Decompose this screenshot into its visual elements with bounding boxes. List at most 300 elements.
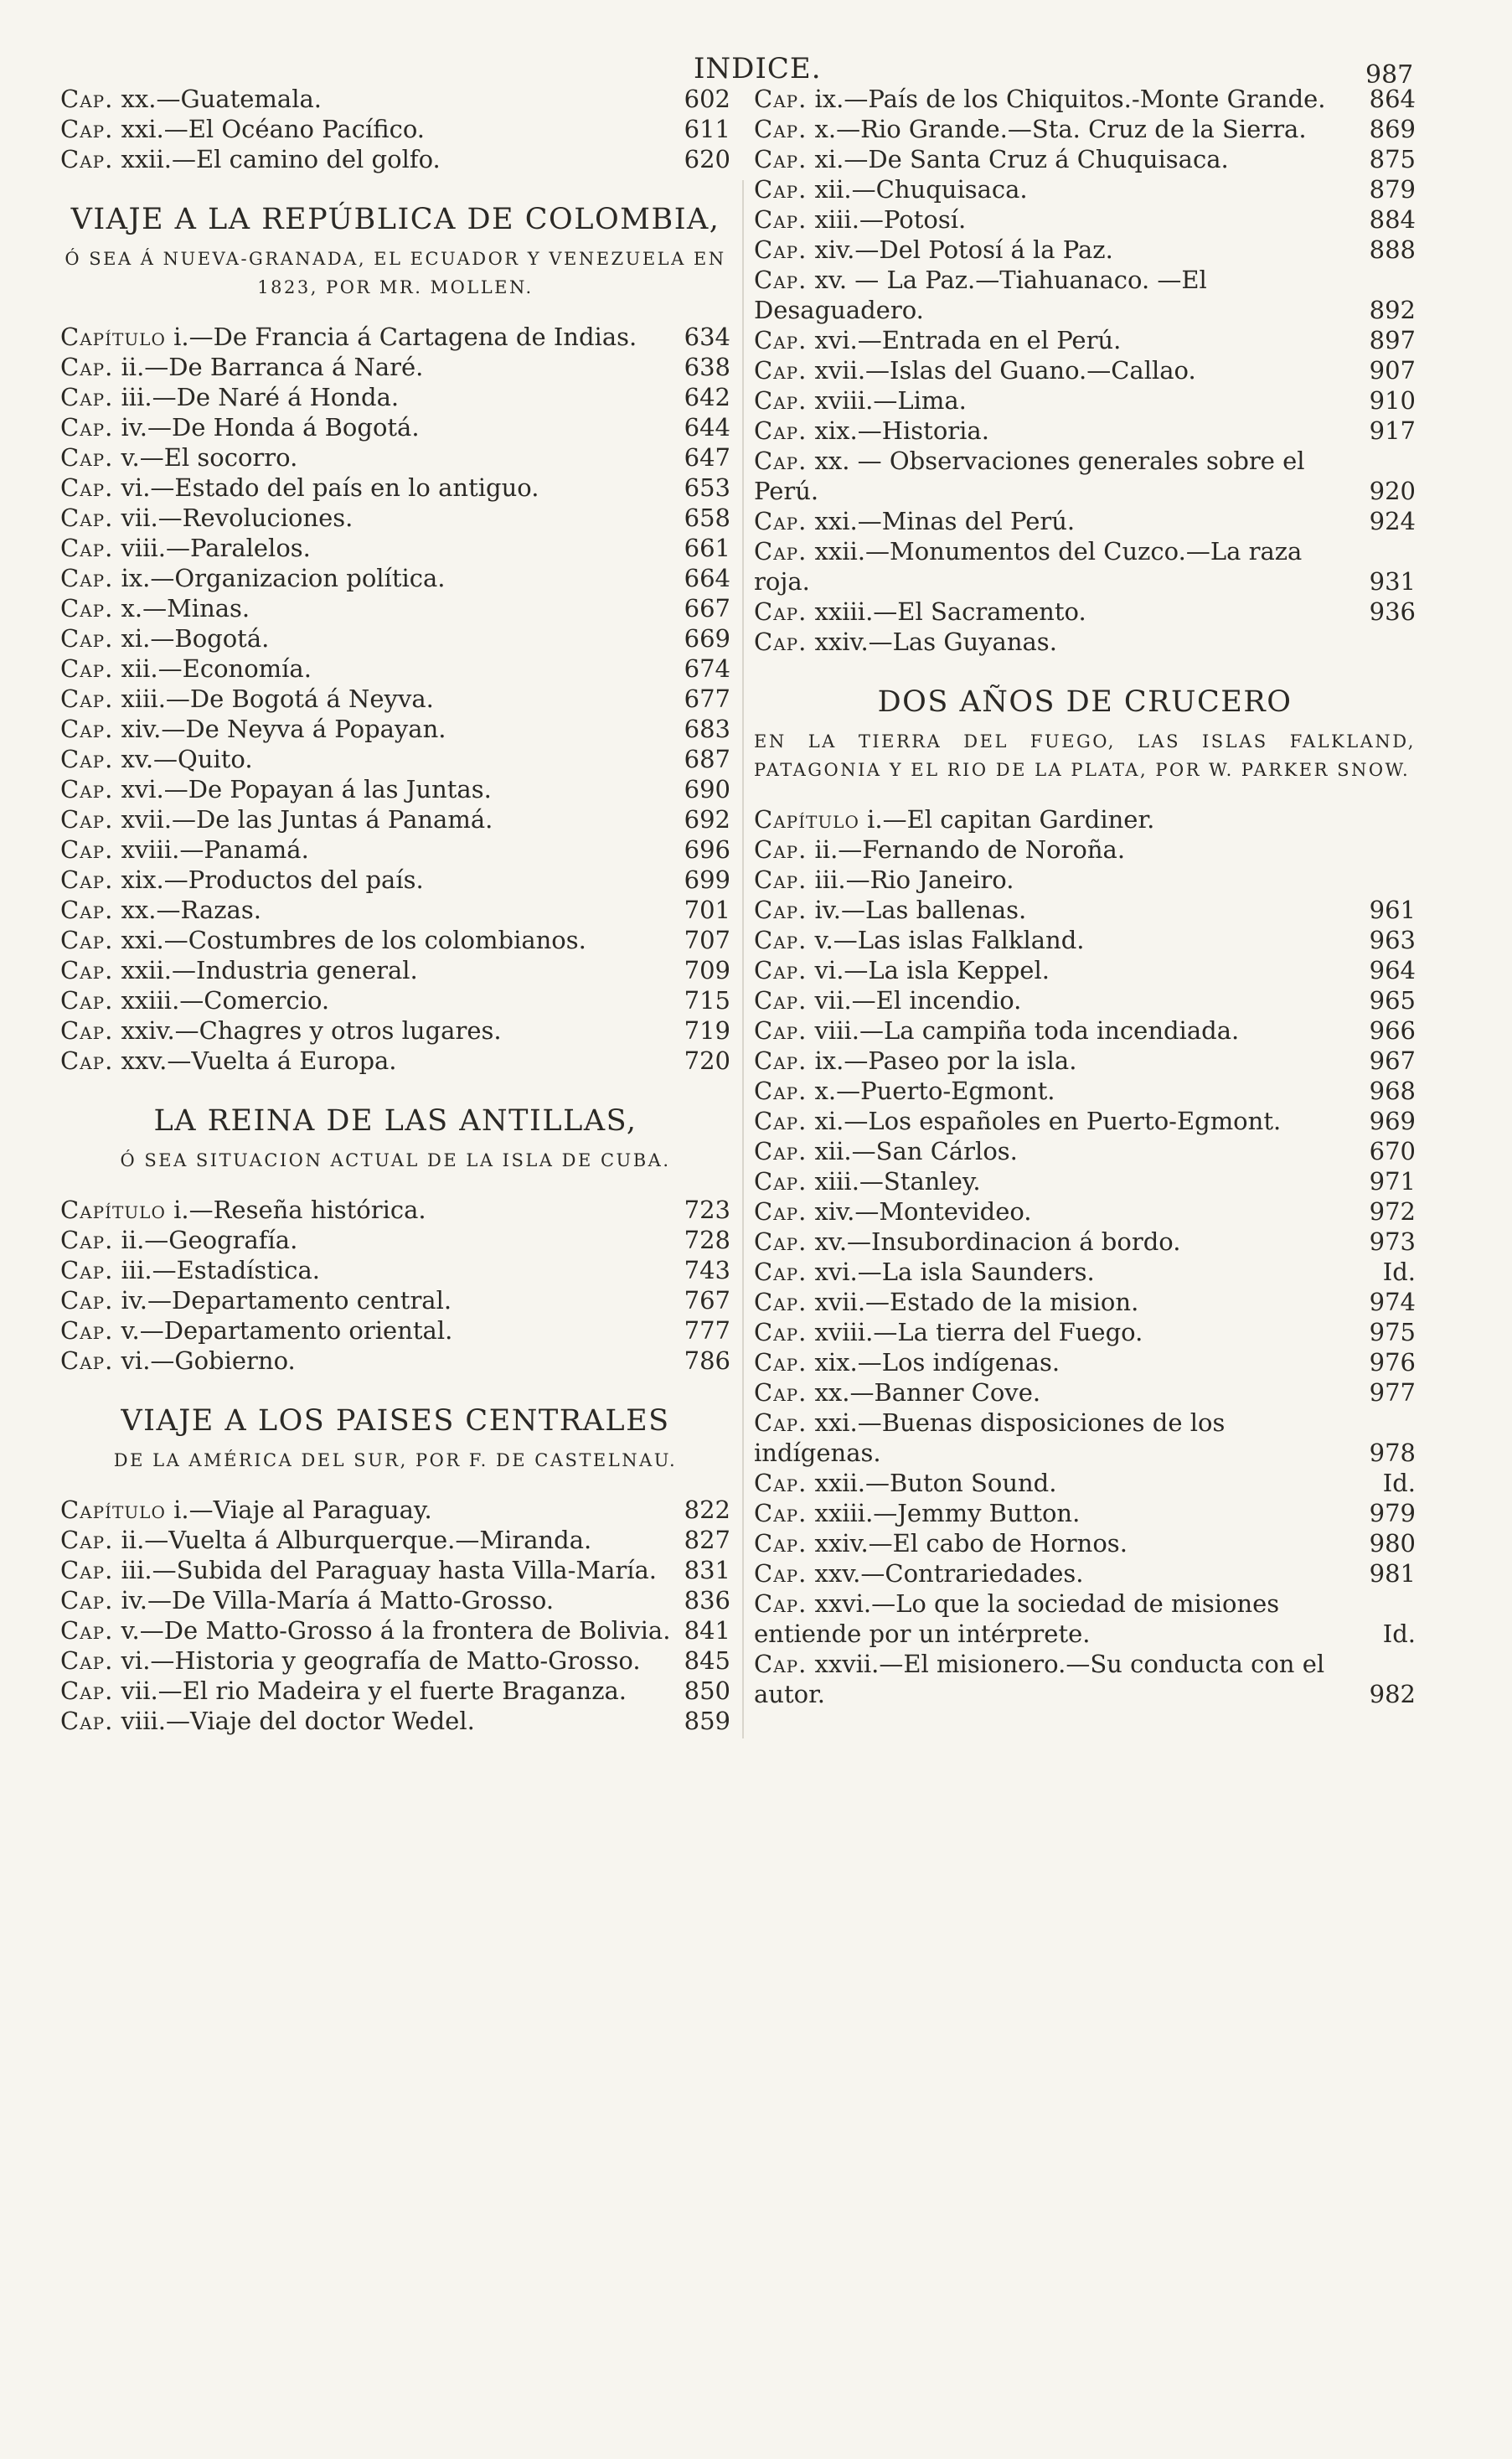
chapter-title: xxvii.—El misionero.—Su conducta con el autor. bbox=[754, 1650, 1325, 1708]
chapter-title: xix.—Los indígenas. bbox=[814, 1348, 1060, 1377]
page-ref: 892 bbox=[1369, 296, 1416, 324]
chapter-title: viii.—La campiña toda incendiada. bbox=[814, 1016, 1240, 1045]
index-entry bbox=[60, 503, 730, 533]
chapter-title: xxv.—Contrariedades. bbox=[814, 1559, 1084, 1588]
page-ref: 723 bbox=[684, 1196, 730, 1224]
page-ref: 963 bbox=[1369, 926, 1416, 954]
chapter-prefix: Cap. bbox=[754, 1559, 808, 1588]
page-ref: 634 bbox=[684, 323, 730, 351]
chapter-title: i.—De Francia á Cartagena de Indias. bbox=[173, 323, 637, 351]
index-entry bbox=[60, 352, 730, 382]
section-subtitle: Ó SEA Á NUEVA-GRANADA, EL ECUADOR Y VENEZUELA EN 1823, POR MR. MOLLEN. bbox=[65, 249, 726, 297]
chapter-prefix: Cap. bbox=[60, 835, 114, 864]
chapter-title: xiii.—De Bogotá á Neyva. bbox=[121, 684, 434, 713]
index-entry bbox=[60, 925, 730, 955]
chapter-title: xxiv.—Las Guyanas. bbox=[814, 628, 1057, 656]
index-entry bbox=[754, 1015, 1416, 1046]
chapter-title: xix.—Historia. bbox=[814, 416, 989, 445]
chapter-title: xix.—Productos del país. bbox=[121, 865, 424, 894]
column-divider bbox=[742, 180, 744, 1738]
chapter-prefix: Cap. bbox=[60, 115, 114, 143]
page-ref: 831 bbox=[684, 1556, 730, 1584]
chapter-prefix: Cap. bbox=[754, 1107, 808, 1135]
page-ref: 669 bbox=[684, 624, 730, 653]
page-ref: 907 bbox=[1369, 356, 1416, 385]
chapter-title: xiii.—Stanley. bbox=[814, 1167, 981, 1196]
chapter-prefix: Cap. bbox=[60, 473, 114, 502]
chapter-title: iv.—De Honda á Bogotá. bbox=[121, 413, 420, 442]
chapter-title: xxiv.—Chagres y otros lugares. bbox=[121, 1016, 502, 1045]
page-ref: 968 bbox=[1369, 1077, 1416, 1105]
chapter-title: xxii.—El camino del golfo. bbox=[121, 145, 441, 173]
page-ref: 966 bbox=[1369, 1016, 1416, 1045]
page-ref: 859 bbox=[684, 1707, 730, 1735]
page-ref: 961 bbox=[1369, 896, 1416, 924]
page-ref: 977 bbox=[1369, 1378, 1416, 1407]
chapter-prefix: Cap. bbox=[60, 85, 114, 113]
chapter-title: ii.—Vuelta á Alburquerque.—Miranda. bbox=[121, 1526, 592, 1554]
chapter-title: iv.—De Villa-María á Matto-Grosso. bbox=[121, 1586, 555, 1614]
chapter-prefix: Capítulo bbox=[60, 323, 166, 351]
chapter-title: xi.—De Santa Cruz á Chuquisaca. bbox=[814, 145, 1229, 173]
chapter-prefix: Cap. bbox=[754, 1348, 808, 1377]
index-entry bbox=[60, 684, 730, 714]
chapter-prefix: Cap. bbox=[60, 1676, 114, 1705]
chapter-title: xii.—Chuquisaca. bbox=[814, 175, 1028, 204]
index-entry bbox=[754, 1046, 1416, 1076]
chapter-prefix: Cap. bbox=[60, 353, 114, 381]
chapter-title: x.—Rio Grande.—Sta. Cruz de la Sierra. bbox=[814, 115, 1307, 143]
index-entry bbox=[754, 1377, 1416, 1408]
chapter-title: ix.—País de los Chiquitos.-Monte Grande. bbox=[814, 85, 1326, 113]
chapter-title: vi.—Historia y geografía de Matto-Grosso. bbox=[121, 1646, 641, 1675]
chapter-prefix: Capítulo bbox=[60, 1496, 166, 1524]
index-entry bbox=[754, 1257, 1416, 1287]
page-ref: 897 bbox=[1369, 326, 1416, 354]
chapter-title: vi.—Estado del país en lo antiguo. bbox=[121, 473, 539, 502]
index-entry bbox=[60, 533, 730, 563]
chapter-prefix: Cap. bbox=[60, 1616, 114, 1645]
chapter-prefix: Cap. bbox=[754, 115, 808, 143]
index-entry bbox=[754, 865, 1416, 895]
chapter-title: ii.—Geografía. bbox=[121, 1226, 298, 1254]
chapter-title: xiv.—Del Potosí á la Paz. bbox=[814, 235, 1113, 264]
index-entry bbox=[60, 563, 730, 593]
page-ref: 864 bbox=[1369, 85, 1416, 113]
page-ref: 969 bbox=[1369, 1107, 1416, 1135]
index-entry bbox=[60, 1676, 730, 1706]
chapter-prefix: Cap. bbox=[754, 175, 808, 204]
page-ref: 924 bbox=[1369, 507, 1416, 535]
chapter-title: xx.—Guatemala. bbox=[121, 85, 322, 113]
index-entry bbox=[754, 1589, 1416, 1649]
page-ref: 967 bbox=[1369, 1046, 1416, 1075]
page-ref: 667 bbox=[684, 594, 730, 622]
section-subtitle: DE LA AMÉRICA DEL SUR, POR F. DE CASTELNAU. bbox=[113, 1450, 678, 1470]
chapter-prefix: Cap. bbox=[754, 1469, 808, 1497]
index-entry bbox=[60, 955, 730, 985]
index-entry bbox=[754, 144, 1416, 174]
page-ref: 841 bbox=[684, 1616, 730, 1645]
index-entry bbox=[60, 322, 730, 352]
chapter-title: xv.—Quito. bbox=[121, 745, 253, 773]
chapter-prefix: Cap. bbox=[60, 624, 114, 653]
page-ref: 658 bbox=[684, 504, 730, 532]
page-ref: 976 bbox=[1369, 1348, 1416, 1377]
page-ref: 777 bbox=[684, 1316, 730, 1345]
chapter-title: vi.—Gobierno. bbox=[121, 1346, 296, 1375]
index-entry bbox=[60, 1585, 730, 1615]
chapter-prefix: Cap. bbox=[754, 1016, 808, 1045]
index-entry bbox=[754, 1227, 1416, 1257]
chapter-title: xxii.—Buton Sound. bbox=[814, 1469, 1057, 1497]
chapter-prefix: Cap. bbox=[754, 447, 808, 475]
page-ref: 936 bbox=[1369, 597, 1416, 626]
page-ref: 981 bbox=[1369, 1559, 1416, 1588]
chapter-prefix: Cap. bbox=[754, 1318, 808, 1346]
index-entry bbox=[754, 1408, 1416, 1468]
chapter-prefix: Cap. bbox=[60, 145, 114, 173]
chapter-prefix: Cap. bbox=[60, 594, 114, 622]
section-subtitle: Ó SEA SITUACION ACTUAL DE LA ISLA DE CUBA. bbox=[120, 1150, 671, 1170]
chapter-title: i.—Viaje al Paraguay. bbox=[173, 1496, 432, 1524]
chapter-prefix: Cap. bbox=[754, 235, 808, 264]
chapter-prefix: Cap. bbox=[60, 684, 114, 713]
chapter-prefix: Cap. bbox=[60, 715, 114, 743]
chapter-prefix: Cap. bbox=[60, 805, 114, 834]
chapter-title: ii.—Fernando de Noroña. bbox=[814, 835, 1126, 864]
index-entry bbox=[60, 1255, 730, 1285]
chapter-title: iii.—De Naré á Honda. bbox=[121, 383, 400, 411]
chapter-prefix: Cap. bbox=[754, 986, 808, 1015]
chapter-title: iv.—Departamento central. bbox=[121, 1286, 452, 1315]
index-entry bbox=[754, 325, 1416, 355]
page-ref: 687 bbox=[684, 745, 730, 773]
section-title: LA REINA DE LAS ANTILLAS, bbox=[153, 1104, 637, 1138]
chapter-prefix: Cap. bbox=[60, 413, 114, 442]
page-ref: 715 bbox=[684, 986, 730, 1015]
page-ref: 982 bbox=[1369, 1680, 1416, 1708]
index-entry bbox=[60, 1315, 730, 1346]
page-ref: 644 bbox=[684, 413, 730, 442]
page-ref: 647 bbox=[684, 443, 730, 472]
chapter-title: xviii.—La tierra del Fuego. bbox=[814, 1318, 1143, 1346]
chapter-title: xvi.—Entrada en el Perú. bbox=[814, 326, 1122, 354]
chapter-title: xv.—Insubordinacion á bordo. bbox=[814, 1227, 1181, 1256]
index-entry bbox=[754, 265, 1416, 325]
index-entry bbox=[754, 114, 1416, 144]
page-ref: 973 bbox=[1369, 1227, 1416, 1256]
page-ref: Id. bbox=[1382, 1469, 1416, 1497]
index-entry bbox=[60, 1225, 730, 1255]
chapter-title: iii.—Subida del Paraguay hasta Villa-María. bbox=[121, 1556, 658, 1584]
index-entry bbox=[754, 925, 1416, 955]
chapter-prefix: Cap. bbox=[754, 145, 808, 173]
page-ref: 979 bbox=[1369, 1499, 1416, 1527]
chapter-prefix: Cap. bbox=[754, 416, 808, 445]
index-entry bbox=[60, 1046, 730, 1076]
section-title: DOS AÑOS DE CRUCERO bbox=[877, 685, 1293, 719]
chapter-title: xxii.—Monumentos del Cuzco.—La raza roja. bbox=[754, 537, 1303, 596]
page-ref: 664 bbox=[684, 564, 730, 592]
left-column bbox=[60, 84, 730, 1736]
chapter-title: xxiii.—El Sacramento. bbox=[814, 597, 1086, 626]
chapter-title: i.—El capitan Gardiner. bbox=[867, 805, 1155, 834]
chapter-prefix: Cap. bbox=[754, 1499, 808, 1527]
page-ref: 767 bbox=[684, 1286, 730, 1315]
index-entry bbox=[60, 1615, 730, 1645]
chapter-title: vii.—El incendio. bbox=[814, 986, 1022, 1015]
page-ref: 845 bbox=[684, 1646, 730, 1675]
page-ref: 638 bbox=[684, 353, 730, 381]
index-entry bbox=[754, 804, 1416, 834]
chapter-title: xxiii.—Jemmy Button. bbox=[814, 1499, 1081, 1527]
index-entry bbox=[60, 834, 730, 865]
chapter-title: v.—El socorro. bbox=[121, 443, 298, 472]
chapter-prefix: Cap. bbox=[60, 896, 114, 924]
chapter-prefix: Cap. bbox=[754, 1408, 808, 1437]
page-ref: 978 bbox=[1369, 1439, 1416, 1467]
page-ref: 910 bbox=[1369, 386, 1416, 415]
index-entry bbox=[754, 597, 1416, 627]
chapter-title: xiv.—Montevideo. bbox=[814, 1197, 1032, 1226]
chapter-prefix: Cap. bbox=[754, 1077, 808, 1105]
index-entry bbox=[60, 1195, 730, 1225]
index-entry bbox=[60, 1285, 730, 1315]
chapter-title: iv.—Las ballenas. bbox=[814, 896, 1027, 924]
chapter-title: viii.—Paralelos. bbox=[121, 534, 311, 562]
index-entry bbox=[60, 895, 730, 925]
chapter-prefix: Cap. bbox=[60, 1226, 114, 1254]
page-ref: 980 bbox=[1369, 1529, 1416, 1558]
index-entry bbox=[754, 174, 1416, 204]
index-entry bbox=[754, 627, 1416, 657]
chapter-title: ix.—Paseo por la isla. bbox=[814, 1046, 1077, 1075]
section-subtitle: EN LA TIERRA DEL FUEGO, LAS ISLAS FALKLAND, PATAGONIA Y EL RIO DE LA PLATA, POR W. PARKER SNOW. bbox=[754, 731, 1416, 780]
right-column bbox=[754, 84, 1416, 1709]
chapter-prefix: Cap. bbox=[60, 1046, 114, 1075]
chapter-title: xvi.—De Popayan á las Juntas. bbox=[121, 775, 492, 803]
chapter-prefix: Cap. bbox=[60, 654, 114, 683]
index-entry bbox=[754, 446, 1416, 506]
chapter-prefix: Cap. bbox=[754, 865, 808, 894]
chapter-title: xxiii.—Comercio. bbox=[121, 986, 330, 1015]
index-entry bbox=[754, 1196, 1416, 1227]
index-entry bbox=[60, 442, 730, 473]
chapter-prefix: Cap. bbox=[60, 1707, 114, 1735]
chapter-prefix: Cap. bbox=[60, 564, 114, 592]
chapter-title: xxi.—El Océano Pacífico. bbox=[121, 115, 425, 143]
chapter-prefix: Cap. bbox=[754, 1197, 808, 1226]
index-entry bbox=[754, 895, 1416, 925]
index-entry bbox=[60, 144, 730, 174]
chapter-prefix: Cap. bbox=[60, 745, 114, 773]
chapter-title: xiv.—De Neyva á Popayan. bbox=[121, 715, 446, 743]
page-ref: 602 bbox=[684, 85, 730, 113]
chapter-title: xxvi.—Lo que la sociedad de misiones entiende por un intérprete. bbox=[754, 1589, 1280, 1648]
chapter-prefix: Cap. bbox=[60, 1646, 114, 1675]
page-ref: 701 bbox=[684, 896, 730, 924]
index-entry bbox=[754, 1498, 1416, 1528]
page-ref: 869 bbox=[1369, 115, 1416, 143]
index-entry bbox=[60, 382, 730, 412]
index-entry bbox=[754, 955, 1416, 985]
chapter-title: ix.—Organizacion política. bbox=[121, 564, 446, 592]
chapter-title: viii.—Viaje del doctor Wedel. bbox=[121, 1707, 475, 1735]
chapter-prefix: Cap. bbox=[754, 1167, 808, 1196]
index-entry bbox=[754, 84, 1416, 114]
page-ref: 964 bbox=[1369, 956, 1416, 984]
page-ref: 653 bbox=[684, 473, 730, 502]
chapter-title: vi.—La isla Keppel. bbox=[814, 956, 1050, 984]
chapter-title: xx.—Banner Cove. bbox=[814, 1378, 1041, 1407]
chapter-prefix: Cap. bbox=[754, 266, 808, 294]
page-ref: 611 bbox=[684, 115, 730, 143]
chapter-prefix: Cap. bbox=[754, 1288, 808, 1316]
index-entry bbox=[60, 1495, 730, 1525]
chapter-title: v.—De Matto-Grosso á la frontera de Bolivia. bbox=[121, 1616, 671, 1645]
chapter-prefix: Cap. bbox=[754, 85, 808, 113]
chapter-title: xiii.—Potosí. bbox=[814, 205, 967, 234]
chapter-prefix: Cap. bbox=[60, 1316, 114, 1345]
chapter-prefix: Cap. bbox=[754, 1378, 808, 1407]
index-entry bbox=[754, 1347, 1416, 1377]
page-ref: 709 bbox=[684, 956, 730, 984]
chapter-prefix: Capítulo bbox=[60, 1196, 166, 1224]
chapter-title: xxii.—Industria general. bbox=[121, 956, 418, 984]
page-ref: 719 bbox=[684, 1016, 730, 1045]
page-ref: 696 bbox=[684, 835, 730, 864]
chapter-title: xviii.—Lima. bbox=[814, 386, 967, 415]
chapter-prefix: Cap. bbox=[754, 1650, 808, 1678]
chapter-prefix: Cap. bbox=[60, 775, 114, 803]
page-ref: 690 bbox=[684, 775, 730, 803]
chapter-title: x.—Puerto-Egmont. bbox=[814, 1077, 1055, 1105]
chapter-prefix: Cap. bbox=[754, 1589, 808, 1618]
chapter-prefix: Cap. bbox=[754, 507, 808, 535]
page-ref: Id. bbox=[1382, 1620, 1416, 1648]
chapter-prefix: Cap. bbox=[60, 986, 114, 1015]
index-entry bbox=[754, 1287, 1416, 1317]
index-entry bbox=[60, 1706, 730, 1736]
page-ref: 971 bbox=[1369, 1167, 1416, 1196]
index-entry bbox=[754, 204, 1416, 235]
chapter-title: v.—Las islas Falkland. bbox=[814, 926, 1085, 954]
index-entry bbox=[60, 593, 730, 623]
index-entry bbox=[60, 1555, 730, 1585]
index-entry bbox=[754, 1468, 1416, 1498]
index-entry bbox=[60, 473, 730, 503]
page-ref: 917 bbox=[1369, 416, 1416, 445]
chapter-title: iii.—Estadística. bbox=[121, 1256, 320, 1284]
chapter-prefix: Cap. bbox=[60, 1016, 114, 1045]
chapter-title: xxiv.—El cabo de Hornos. bbox=[814, 1529, 1128, 1558]
section-title: VIAJE A LOS PAISES CENTRALES bbox=[121, 1404, 670, 1438]
index-entry bbox=[754, 1106, 1416, 1136]
index-entry bbox=[754, 416, 1416, 446]
chapter-prefix: Cap. bbox=[60, 443, 114, 472]
index-entry bbox=[60, 1645, 730, 1676]
chapter-title: xxi.—Costumbres de los colombianos. bbox=[121, 926, 586, 954]
page-ref: 974 bbox=[1369, 1288, 1416, 1316]
chapter-prefix: Cap. bbox=[60, 865, 114, 894]
page-ref: 888 bbox=[1369, 235, 1416, 264]
page-ref: 879 bbox=[1369, 175, 1416, 204]
index-entry bbox=[60, 114, 730, 144]
chapter-title: xv. — La Paz.—Tiahuanaco. —El Desaguadero. bbox=[754, 266, 1207, 324]
chapter-prefix: Cap. bbox=[754, 835, 808, 864]
chapter-title: xi.—Bogotá. bbox=[121, 624, 270, 653]
chapter-title: xvii.—De las Juntas á Panamá. bbox=[121, 805, 493, 834]
chapter-title: xxi.—Buenas disposiciones de los indígenas. bbox=[754, 1408, 1226, 1467]
index-entry bbox=[754, 1558, 1416, 1589]
page-ref: 683 bbox=[684, 715, 730, 743]
page-ref: 972 bbox=[1369, 1197, 1416, 1226]
page-ref: 661 bbox=[684, 534, 730, 562]
index-entry bbox=[754, 1166, 1416, 1196]
page-ref: 975 bbox=[1369, 1318, 1416, 1346]
chapter-prefix: Cap. bbox=[754, 956, 808, 984]
chapter-prefix: Cap. bbox=[754, 205, 808, 234]
chapter-prefix: Cap. bbox=[754, 1529, 808, 1558]
chapter-title: xii.—Economía. bbox=[121, 654, 312, 683]
chapter-title: x.—Minas. bbox=[121, 594, 250, 622]
chapter-prefix: Cap. bbox=[754, 628, 808, 656]
chapter-prefix: Cap. bbox=[754, 1227, 808, 1256]
chapter-title: xx.—Razas. bbox=[121, 896, 261, 924]
index-entry bbox=[60, 623, 730, 653]
page-title: INDICE. bbox=[694, 52, 822, 85]
chapter-prefix: Cap. bbox=[754, 1046, 808, 1075]
page-ref: 920 bbox=[1369, 477, 1416, 505]
chapter-prefix: Cap. bbox=[754, 896, 808, 924]
page-ref: 965 bbox=[1369, 986, 1416, 1015]
page-ref: 850 bbox=[684, 1676, 730, 1705]
index-entry bbox=[754, 235, 1416, 265]
index-entry bbox=[754, 1528, 1416, 1558]
chapter-title: xx. — Observaciones generales sobre el Perú. bbox=[754, 447, 1305, 505]
chapter-prefix: Cap. bbox=[754, 537, 808, 566]
page-ref: 875 bbox=[1369, 145, 1416, 173]
index-entry bbox=[60, 84, 730, 114]
chapter-title: xvi.—La isla Saunders. bbox=[814, 1258, 1095, 1286]
index-entry bbox=[60, 1015, 730, 1046]
index-entry bbox=[60, 714, 730, 744]
section-title: VIAJE A LA REPÚBLICA DE COLOMBIA, bbox=[70, 203, 720, 236]
chapter-title: vii.—El rio Madeira y el fuerte Braganza. bbox=[121, 1676, 627, 1705]
chapter-title: xxi.—Minas del Perú. bbox=[814, 507, 1076, 535]
page-ref: 692 bbox=[684, 805, 730, 834]
chapter-prefix: Cap. bbox=[60, 956, 114, 984]
index-entry bbox=[754, 1649, 1416, 1709]
chapter-prefix: Cap. bbox=[60, 1256, 114, 1284]
index-entry bbox=[754, 985, 1416, 1015]
index-entry bbox=[754, 506, 1416, 536]
index-entry bbox=[60, 774, 730, 804]
chapter-title: i.—Reseña histórica. bbox=[173, 1196, 426, 1224]
page-ref: 931 bbox=[1369, 567, 1416, 596]
page-ref: 822 bbox=[684, 1496, 730, 1524]
page-ref: 720 bbox=[684, 1046, 730, 1075]
chapter-prefix: Cap. bbox=[754, 386, 808, 415]
index-entry bbox=[60, 985, 730, 1015]
index-entry bbox=[754, 834, 1416, 865]
chapter-prefix: Cap. bbox=[60, 504, 114, 532]
page-ref: 674 bbox=[684, 654, 730, 683]
chapter-title: xvii.—Islas del Guano.—Callao. bbox=[814, 356, 1196, 385]
index-entry bbox=[754, 536, 1416, 597]
chapter-prefix: Cap. bbox=[754, 926, 808, 954]
